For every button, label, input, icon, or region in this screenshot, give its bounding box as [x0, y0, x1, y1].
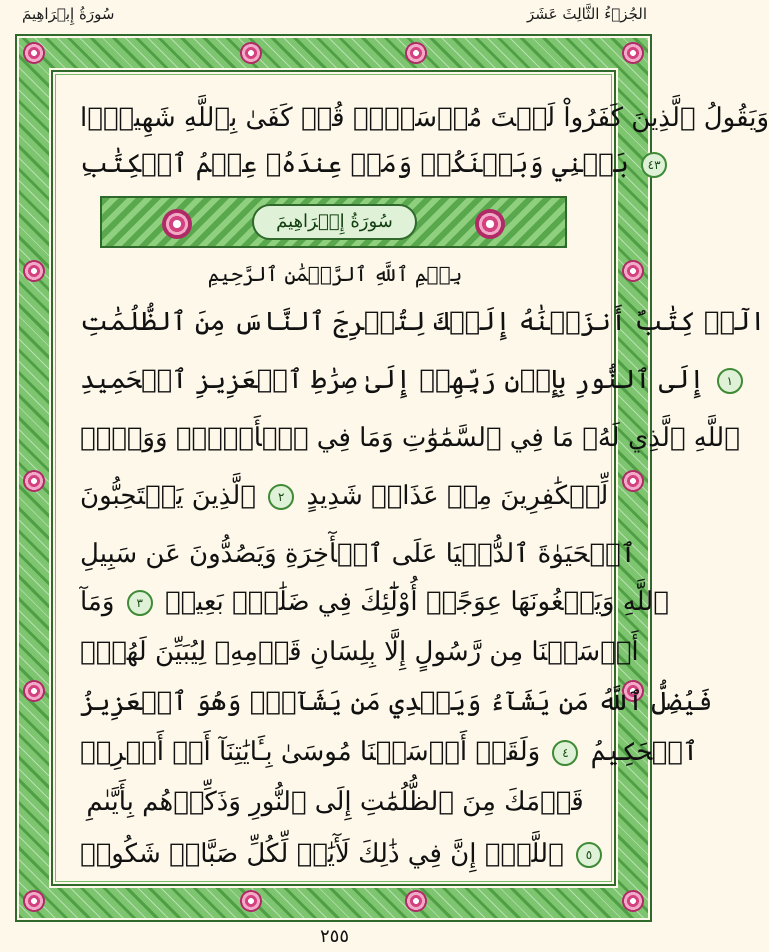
- ayah-number-marker: ٤٣: [641, 152, 667, 178]
- border-flower-icon: [405, 42, 427, 64]
- border-flower-icon: [23, 470, 45, 492]
- verse-text: وَمَآ: [80, 587, 115, 617]
- border-flower-icon: [240, 890, 262, 912]
- verse-line: [80, 630, 639, 674]
- header-surah-name: سُورَةُ إِبۡرَاهِيمَ: [22, 5, 115, 23]
- verse-text: الٓرۚ كِتَٰبٌ أَنزَلۡنَٰهُ إِلَيۡكَ لِتُخۡرِجَ ٱلنَّاسَ مِنَ ٱلظُّلُمَٰتِ: [80, 307, 766, 337]
- banner-flower-icon: [475, 209, 505, 239]
- surah-title: سُورَةُ إِبۡرَاهِيمَ: [252, 204, 417, 240]
- header-juz-name: الجُزۡءُ الثَّالِثَ عَشَرَ: [526, 5, 647, 23]
- prev-surah-line: [80, 96, 769, 140]
- verse-text: ٱلۡحَكِيمُ: [590, 737, 699, 767]
- verse-text: ٱللَّهِ ٱلَّذِي لَهُۥ مَا فِي ٱلسَّمَٰوَٰتِ وَمَا فِي ٱلۡأَرۡضِۗ وَوَيۡلٞ: [80, 423, 740, 453]
- prev-surah-line-text: وَيَقُولُ ٱلَّذِينَ كَفَرُواْ لَسۡتَ مُرۡسَلٗاۚ قُلۡ كَفَىٰ بِٱللَّهِ شَهِيدَۢا: [80, 103, 769, 133]
- verse-line: [80, 358, 733, 402]
- verse-text: فَيُضِلُّ ٱللَّهُ مَن يَشَآءُ وَيَهۡدِي مَن يَشَآءُۚ وَهُوَ ٱلۡعَزِيزُ: [80, 687, 713, 717]
- verse-text: قَوۡمَكَ مِنَ ٱلظُّلُمَٰتِ إِلَى ٱلنُّورِ وَذَكِّرۡهُم بِأَيَّىٰمِ: [86, 787, 584, 817]
- verse-line: [80, 474, 609, 518]
- prev-surah-line: [80, 142, 661, 186]
- verse-text: ٱلَّذِينَ يَسۡتَحِبُّونَ: [80, 481, 256, 511]
- corner-flower-icon: [23, 42, 45, 64]
- verse-line: [80, 532, 636, 576]
- verse-text: ٱللَّهِۚ إِنَّ فِي ذَٰلِكَ لَأٓيَٰتٖ لِّكُلِّ صَبَّارٖ شَكُورٖ: [80, 839, 564, 869]
- verse-text: إِلَى ٱلنُّورِ بِإِذۡنِ رَبِّهِمۡ إِلَىٰ صِرَٰطِ ٱلۡعَزِيزِ ٱلۡحَمِيدِ: [80, 365, 705, 395]
- border-flower-icon: [23, 260, 45, 282]
- prev-surah-line-text: بَيۡنِي وَبَيۡنَكُمۡ وَمَنۡ عِندَهُۥ عِلۡمُ ٱلۡكِتَٰبِ: [80, 149, 629, 179]
- border-flower-icon: [622, 470, 644, 492]
- corner-flower-icon: [622, 42, 644, 64]
- verse-line: [80, 832, 593, 876]
- banner-flower-icon: [162, 209, 192, 239]
- verse-line: [80, 780, 590, 824]
- page-number: ٢٥٥: [319, 926, 349, 947]
- verse-text: ٱللَّهِ وَيَبۡغُونَهَا عِوَجًاۚ أُوْلَٰٓئِكَ فِي ضَلَٰلِۭ بَعِيدٖ: [164, 587, 669, 617]
- verse-line: [80, 680, 713, 724]
- verse-line: [80, 300, 766, 344]
- border-flower-icon: [240, 42, 262, 64]
- border-flower-icon: [622, 260, 644, 282]
- border-flower-icon: [23, 680, 45, 702]
- verse-text: لِّلۡكَٰفِرِينَ مِنۡ عَذَابٖ شَدِيدٍ: [306, 481, 609, 511]
- ayah-number-marker: ٢: [268, 484, 294, 510]
- ayah-number-marker: ٤: [552, 740, 578, 766]
- ayah-number-marker: ٣: [127, 590, 153, 616]
- verse-text: ٱلۡحَيَوٰةَ ٱلدُّنۡيَا عَلَى ٱلۡأٓخِرَةِ وَيَصُدُّونَ عَن سَبِيلِ: [80, 539, 636, 569]
- border-flower-icon: [405, 890, 427, 912]
- verse-line: [80, 580, 669, 624]
- corner-flower-icon: [23, 890, 45, 912]
- verse-line: [80, 416, 740, 460]
- ayah-number-marker: ١: [717, 368, 743, 394]
- basmala: بِسۡمِ ٱللَّهِ ٱلرَّحۡمَٰنِ ٱلرَّحِيمِ: [207, 262, 463, 286]
- page-header: [0, 0, 669, 30]
- verse-text: وَلَقَدۡ أَرۡسَلۡنَا مُوسَىٰ بِـَٔايَٰتِنَآ أَنۡ أَخۡرِجۡ: [80, 737, 541, 767]
- verse-text: أَرۡسَلۡنَا مِن رَّسُولٍ إِلَّا بِلِسَانِ قَوۡمِهِۦ لِيُبَيِّنَ لَهُمۡۖ: [80, 637, 639, 667]
- surah-title-banner: [100, 196, 567, 248]
- verse-line: [80, 730, 699, 774]
- ayah-number-marker: ٥: [576, 842, 602, 868]
- corner-flower-icon: [622, 890, 644, 912]
